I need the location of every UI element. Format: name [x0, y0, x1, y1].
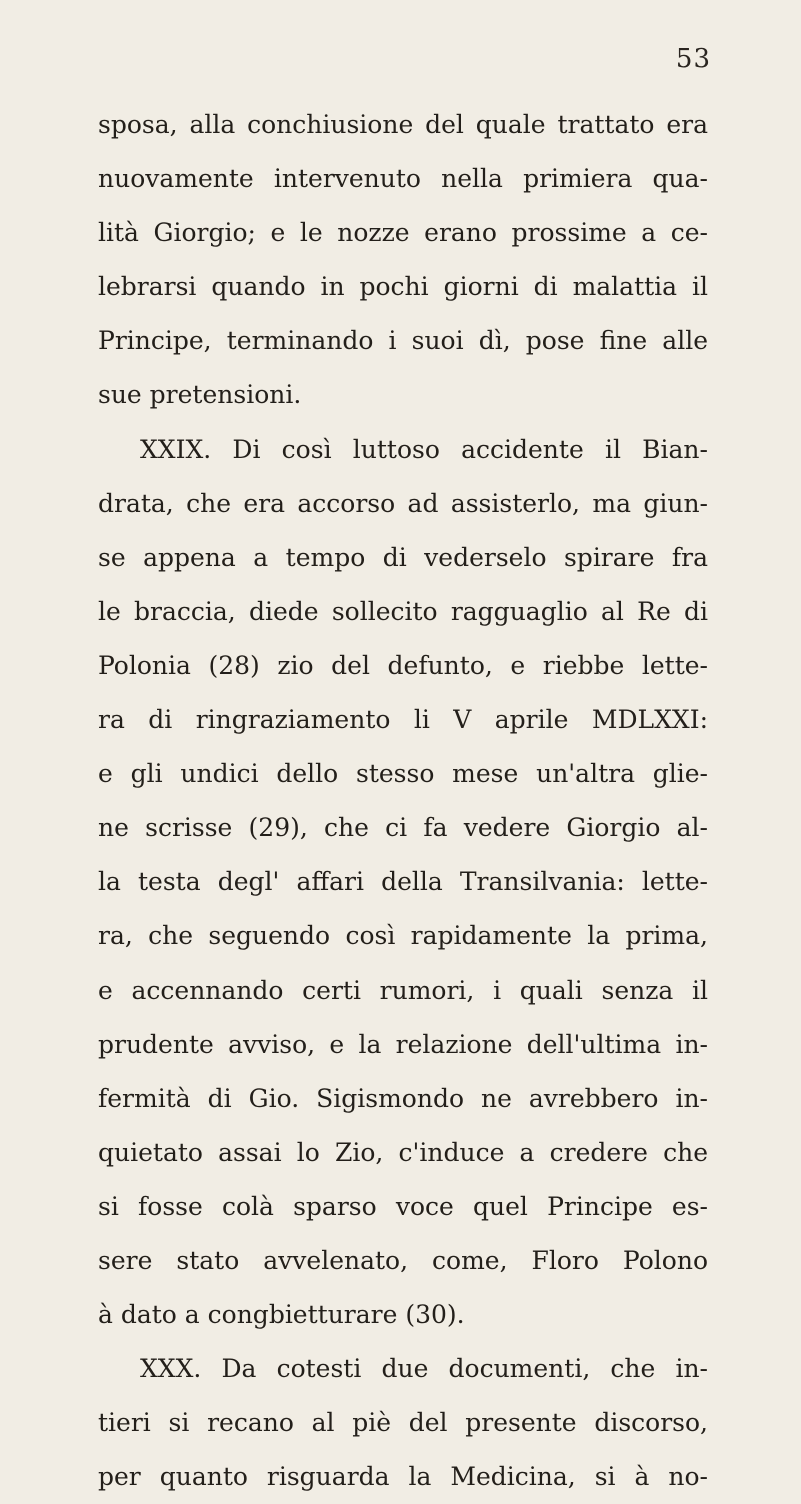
text-line: quietato assai lo Zio, c'induce a credere che — [98, 1137, 708, 1167]
text-line: le braccia, diede sollecito ragguaglio al Re di — [98, 596, 708, 626]
text-line: si fosse colà sparso voce quel Principe es- — [98, 1191, 708, 1221]
paragraph-start-xxx: XXX. Da cotesti due documenti, che in- — [140, 1354, 708, 1384]
text-line: ra di ringraziamento li V aprile MDLXXI: — [98, 705, 708, 735]
text-line: sere stato avvelenato, come, Floro Polono — [98, 1245, 708, 1275]
text-line: per quanto risguarda la Medicina, si à no- — [98, 1462, 708, 1492]
text-line: Principe, terminando i suoi dì, pose fine alle — [98, 326, 708, 356]
text-line: e gli undici dello stesso mese un'altra glie- — [98, 759, 708, 789]
text-line: tieri si recano al piè del presente discorso, — [98, 1408, 708, 1438]
text-line: Polonia (28) zio del defunto, e riebbe lette- — [98, 650, 708, 680]
text-line: la testa degl' affari della Transilvania: lette- — [98, 867, 708, 897]
text-line: lità Giorgio; e le nozze erano prossime a ce- — [98, 218, 708, 248]
text-line: nuovamente intervenuto nella primiera qua- — [98, 164, 708, 194]
body-text — [98, 98, 708, 1504]
text-line: à dato a congbietturare (30). — [98, 1300, 465, 1330]
text-line: ne scrisse (29), che ci fa vedere Giorgio al- — [98, 813, 708, 843]
text-line: prudente avviso, e la relazione dell'ultima in- — [98, 1029, 708, 1059]
text-line: se appena a tempo di vederselo spirare fra — [98, 542, 708, 572]
text-line: sue pretensioni. — [98, 380, 302, 410]
text-line: lebrarsi quando in pochi giorni di malattia il — [98, 272, 708, 302]
text-line: drata, che era accorso ad assisterlo, ma giun- — [98, 488, 708, 518]
text-line: e accennando certi rumori, i quali senza il — [98, 975, 708, 1005]
paragraph-start-xxix: XXIX. Di così luttoso accidente il Bian- — [140, 434, 708, 464]
page-number: 53 — [675, 44, 711, 74]
text-line: ra, che seguendo così rapidamente la prima, — [98, 921, 708, 951]
text-line: fermità di Gio. Sigismondo ne avrebbero in- — [98, 1083, 708, 1113]
text-line: sposa, alla conchiusione del quale trattato era — [98, 110, 708, 139]
